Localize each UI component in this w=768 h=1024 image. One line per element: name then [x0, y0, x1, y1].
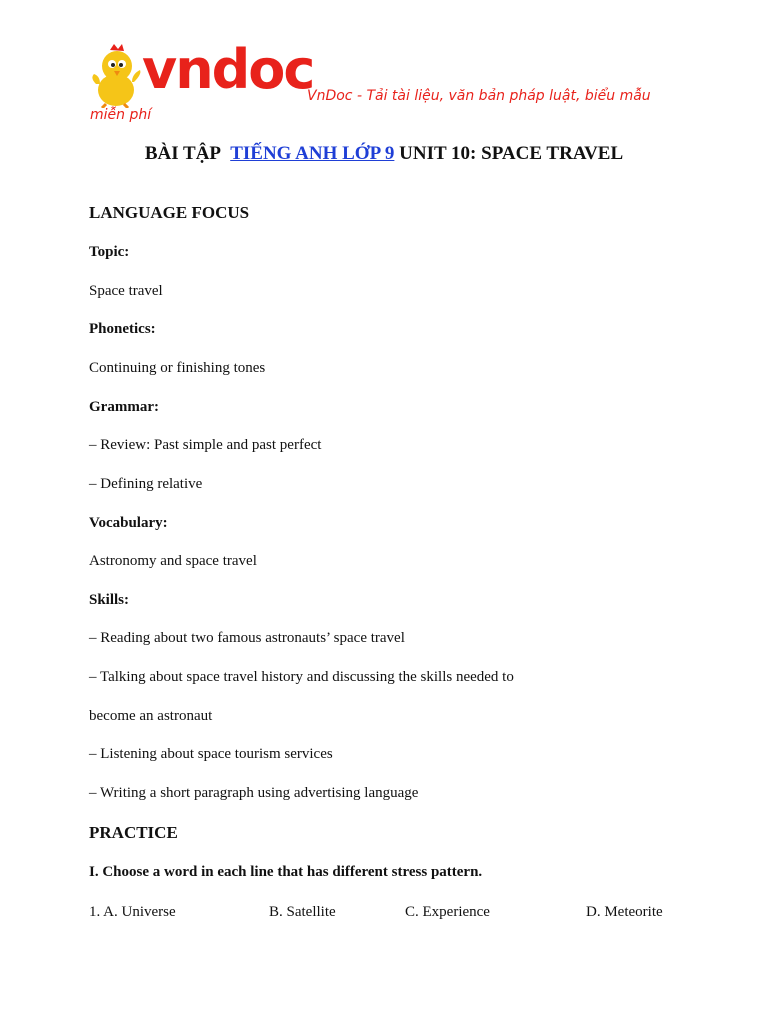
question-1-option-c: C. Experience	[405, 904, 490, 920]
question-1-option-b: B. Satellite	[269, 904, 336, 920]
chicken-mascot-icon	[88, 44, 144, 108]
phonetics-label: Phonetics:	[89, 321, 156, 337]
vocabulary-label: Vocabulary:	[89, 515, 168, 531]
phonetics-value: Continuing or finishing tones	[89, 360, 266, 376]
skills-item: – Listening about space tourism services	[89, 746, 333, 762]
vndoc-logo[interactable]: vndoc	[142, 38, 314, 101]
title-link[interactable]: TIẾNG ANH LỚP 9	[230, 143, 395, 164]
topic-label: Topic:	[89, 244, 130, 260]
skills-item: – Talking about space travel history and discussing the skills needed to	[89, 669, 514, 685]
header-tagline: VnDoc - Tải tài liệu, văn bản pháp luật, biểu mẫu	[307, 88, 651, 104]
title-suffix: UNIT 10: SPACE TRAVEL	[399, 143, 624, 164]
header-tagline-continued: miễn phí	[90, 107, 152, 123]
title-prefix: BÀI TẬP	[144, 143, 222, 164]
grammar-label: Grammar:	[89, 399, 159, 415]
skills-item: – Writing a short paragraph using advertising language	[89, 785, 419, 801]
vocabulary-value: Astronomy and space travel	[89, 553, 257, 569]
skills-label: Skills:	[89, 592, 130, 608]
grammar-item: – Defining relative	[89, 476, 203, 492]
page-header	[0, 0, 768, 130]
question-1-option-d: D. Meteorite	[586, 904, 663, 920]
document-title	[0, 143, 768, 165]
grammar-item: – Review: Past simple and past perfect	[89, 437, 322, 453]
exercise-1-title: I. Choose a word in each line that has different stress pattern.	[89, 864, 483, 880]
practice-heading: PRACTICE	[89, 823, 178, 842]
question-1-option-a: 1. A. Universe	[89, 904, 176, 920]
language-focus-heading: LANGUAGE FOCUS	[89, 203, 250, 222]
skills-item: – Reading about two famous astronauts’ space travel	[89, 630, 405, 646]
topic-value: Space travel	[89, 283, 163, 299]
skills-item: become an astronaut	[89, 708, 213, 724]
